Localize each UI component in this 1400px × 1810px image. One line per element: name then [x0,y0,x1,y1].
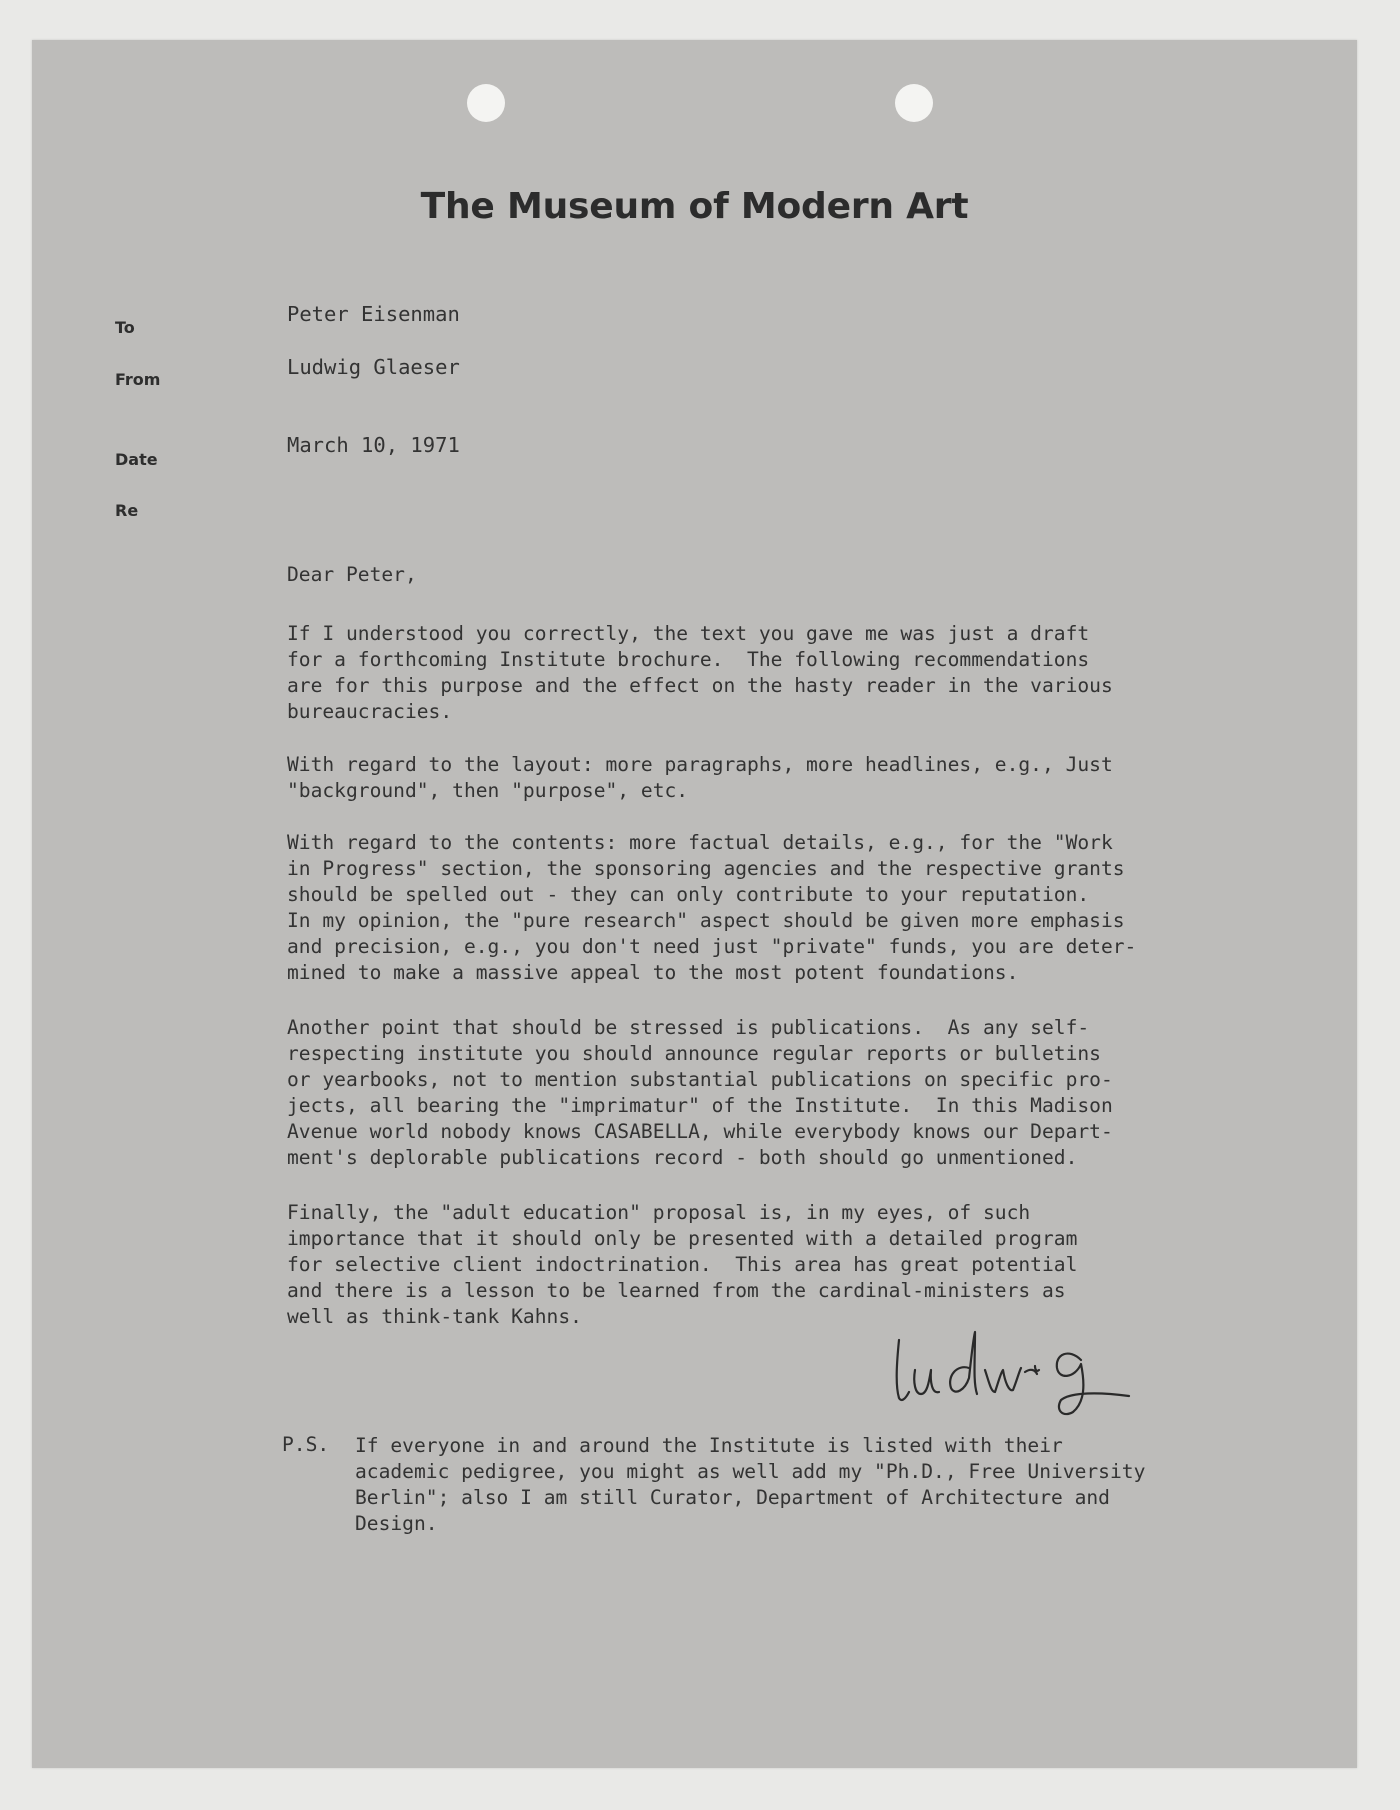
paragraph-4: Another point that should be stressed is publications. As any self- respecting institute you should announce regular reports or bulletins or yearbooks, not to mention substantial publications on specific pro- jects, all bearing the "imprimatur" of the Institute. In this Madison Avenue world nobody knows CASABELLA, while everybody knows our Depart- ment's deplorable publications record - both should go unmentioned. [287,1016,1113,1169]
punch-hole-left [467,84,505,122]
ps-text: If everyone in and around the Institute is listed with their academic pedigree, you might as well add my "Ph.D., Free University Berlin"; also I am still Curator, Department of Architecture and Design. [355,1434,1146,1535]
from-value: Ludwig Glaeser [287,355,460,379]
re-label: Re [115,501,139,520]
to-value: Peter Eisenman [287,302,460,326]
signature [885,1320,1165,1420]
salutation: Dear Peter, [287,563,417,586]
punch-hole-right [895,84,933,122]
from-label: From [115,370,161,389]
paragraph-1: If I understood you correctly, the text you gave me was just a draft for a forthcoming Institute brochure. The following recommendations are for this purpose and the effect on the hasty reader in the various bureaucracies. [287,622,1113,723]
to-label: To [115,318,135,337]
date-value: March 10, 1971 [287,433,460,457]
ps-label: P.S. [282,1433,330,1456]
letterhead-title: The Museum of Modern Art [420,186,969,227]
paragraph-5: Finally, the "adult education" proposal is, in my eyes, of such importance that it should only be presented with a detailed program for selective client indoctrination. This area has great potential and there is a lesson to be learned from the cardinal-ministers as well as think-tank Kahns. [287,1201,1078,1328]
letter-sheet [32,40,1357,1768]
paragraph-2: With regard to the layout: more paragraphs, more headlines, e.g., Just "background", then "purpose", etc. [287,753,1113,802]
date-label: Date [115,450,158,469]
paragraph-3: With regard to the contents: more factual details, e.g., for the "Work in Progress" section, the sponsoring agencies and the respective grants should be spelled out - they can only contribute to your reputation. In my opinion, the "pure research" aspect should be given more emphasis and precision, e.g., you don't need just "private" funds, you are deter- mined to make a massive appeal to the most potent foundations. [287,831,1137,984]
